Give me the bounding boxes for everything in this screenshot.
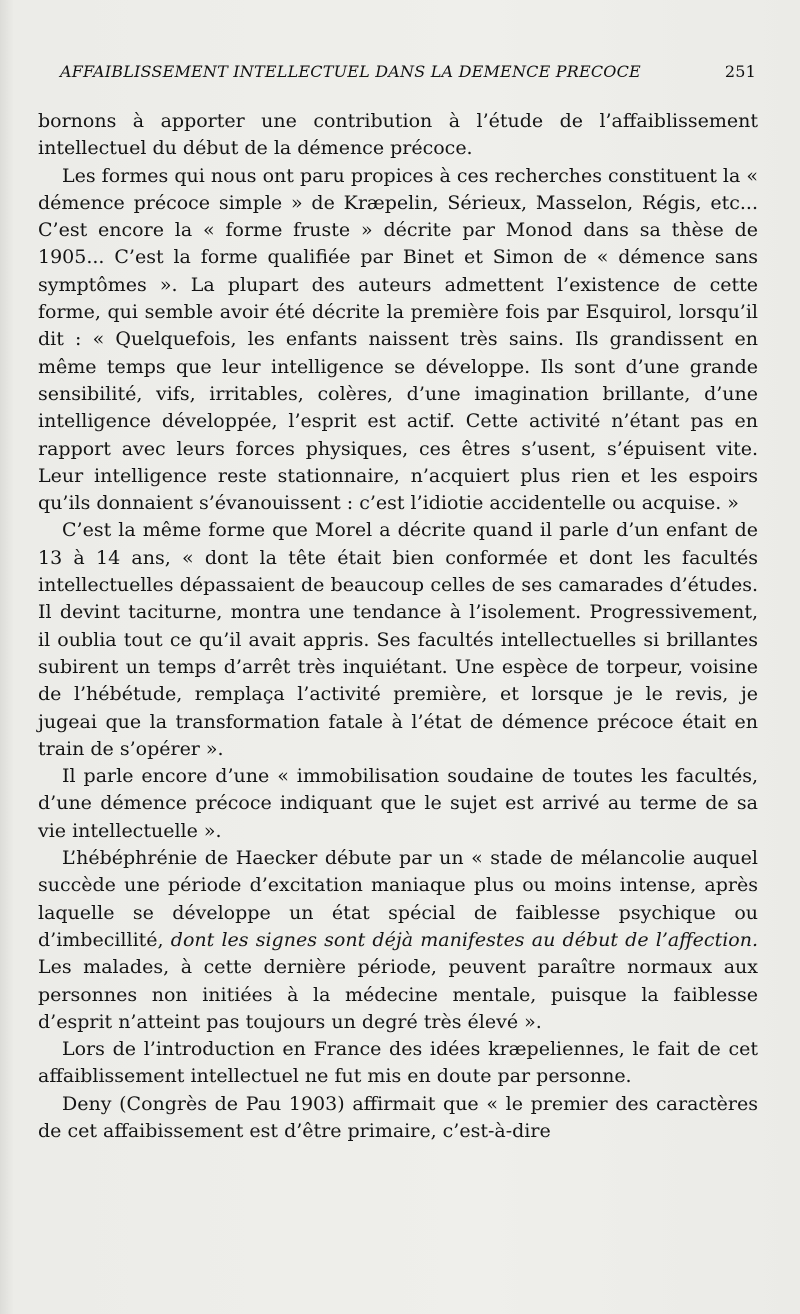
hebephrenia-text-end: Les malades, à cette dernière période, peuvent paraître normaux aux personnes non initiées à la médecine mentale, puisque la faiblesse d’esprit n’atteint pas toujours un degré très élevé ». [38, 956, 758, 1033]
hebephrenia-italic-text: dont les signes sont déjà manifestes au début de l’affection. [170, 928, 758, 951]
paragraph-deny: Deny (Congrès de Pau 1903) affirmait que « le premier des caractères de cet affaibissement est d’être primaire, c’est-à-dire [38, 1092, 758, 1142]
body-text [38, 108, 758, 1145]
running-header [60, 62, 760, 88]
paragraph-simple-dementia-forms: Les formes qui nous ont paru propices à ces recherches constituent la « démence précoce simple » de Kræpelin, Sérieux, Masselon, Régis, etc... C’est encore la « forme fruste » décrite par Monod dans sa thèse de 1905... C’est la forme qualifiée par Binet et Simon de « démence sans symptômes ». La plupart des auteurs admettent l’existence de cette forme, qui semble avoir été décrite la première fois par Esquirol, lorsqu’il dit : « Quelquefois, les enfants naissent très sains. Ils grandissent en même temps que leur intelligence se développe. Ils sont d’une grande sensibilité, vifs, irritables, colères, d’une imagination brillante, d’une intelligence développée, l’esprit est actif. Cette activité n’étant pas en rapport avec leurs forces physiques, ces êtres s’usent, s’épuisent vite. Leur intelligence reste stationnaire, n’acquiert plus rien et les espoirs qu’ils donnaient s’évanouissent : c’est l’idiotie accidentelle ou acquise. » [38, 164, 758, 515]
paragraph-hebephrenia [38, 845, 758, 1036]
paragraph-morel-case: C’est la même forme que Morel a décrite quand il parle d’un enfant de 13 à 14 ans, « dont la tête était bien conformée et dont les facultés intellectuelles dépassaient de beaucoup celles de ses camarades d’études. Il devint taciturne, montra une tendance à l’isolement. Progressivement, il oublia tout ce qu’il avait appris. Ses facultés intellectuelles si brillantes subirent un temps d’arrêt très inquiétant. Une espèce de torpeur, voisine de l’hébétude, remplaça l’activité première, et lorsque je le revis, je jugeai que la transformation fatale à l’état de démence précoce était en train de s’opérer ». [38, 519, 758, 760]
paragraph-immobilisation: Il parle encore d’une « immobilisation soudaine de toutes les facultés, d’une démence précoce indiquant que le sujet est arrivé au terme de sa vie intellectuelle ». [38, 765, 758, 842]
paragraph-kraepelin-ideas: Lors de l’introduction en France des idées kræpeliennes, le fait de cet affaiblissement intellectuel ne fut mis en doute par personne. [38, 1038, 758, 1088]
running-title: AFFAIBLISSEMENT INTELLECTUEL DANS LA DEMENCE PRECOCE [60, 62, 641, 81]
paragraph-continuation: bornons à apporter une contribution à l’étude de l’affaiblissement intellectuel du début de la démence précoce. [38, 110, 758, 160]
hebephrenia-text-start: L’hébéphrénie de Haecker débute par un « stade de mélancolie auquel succède une période d’excitation maniaque plus ou moins intense, après laquelle se développe un état spécial de faiblesse psychique ou d’imbecillité, [38, 847, 758, 951]
page-number: 251 [724, 62, 756, 81]
